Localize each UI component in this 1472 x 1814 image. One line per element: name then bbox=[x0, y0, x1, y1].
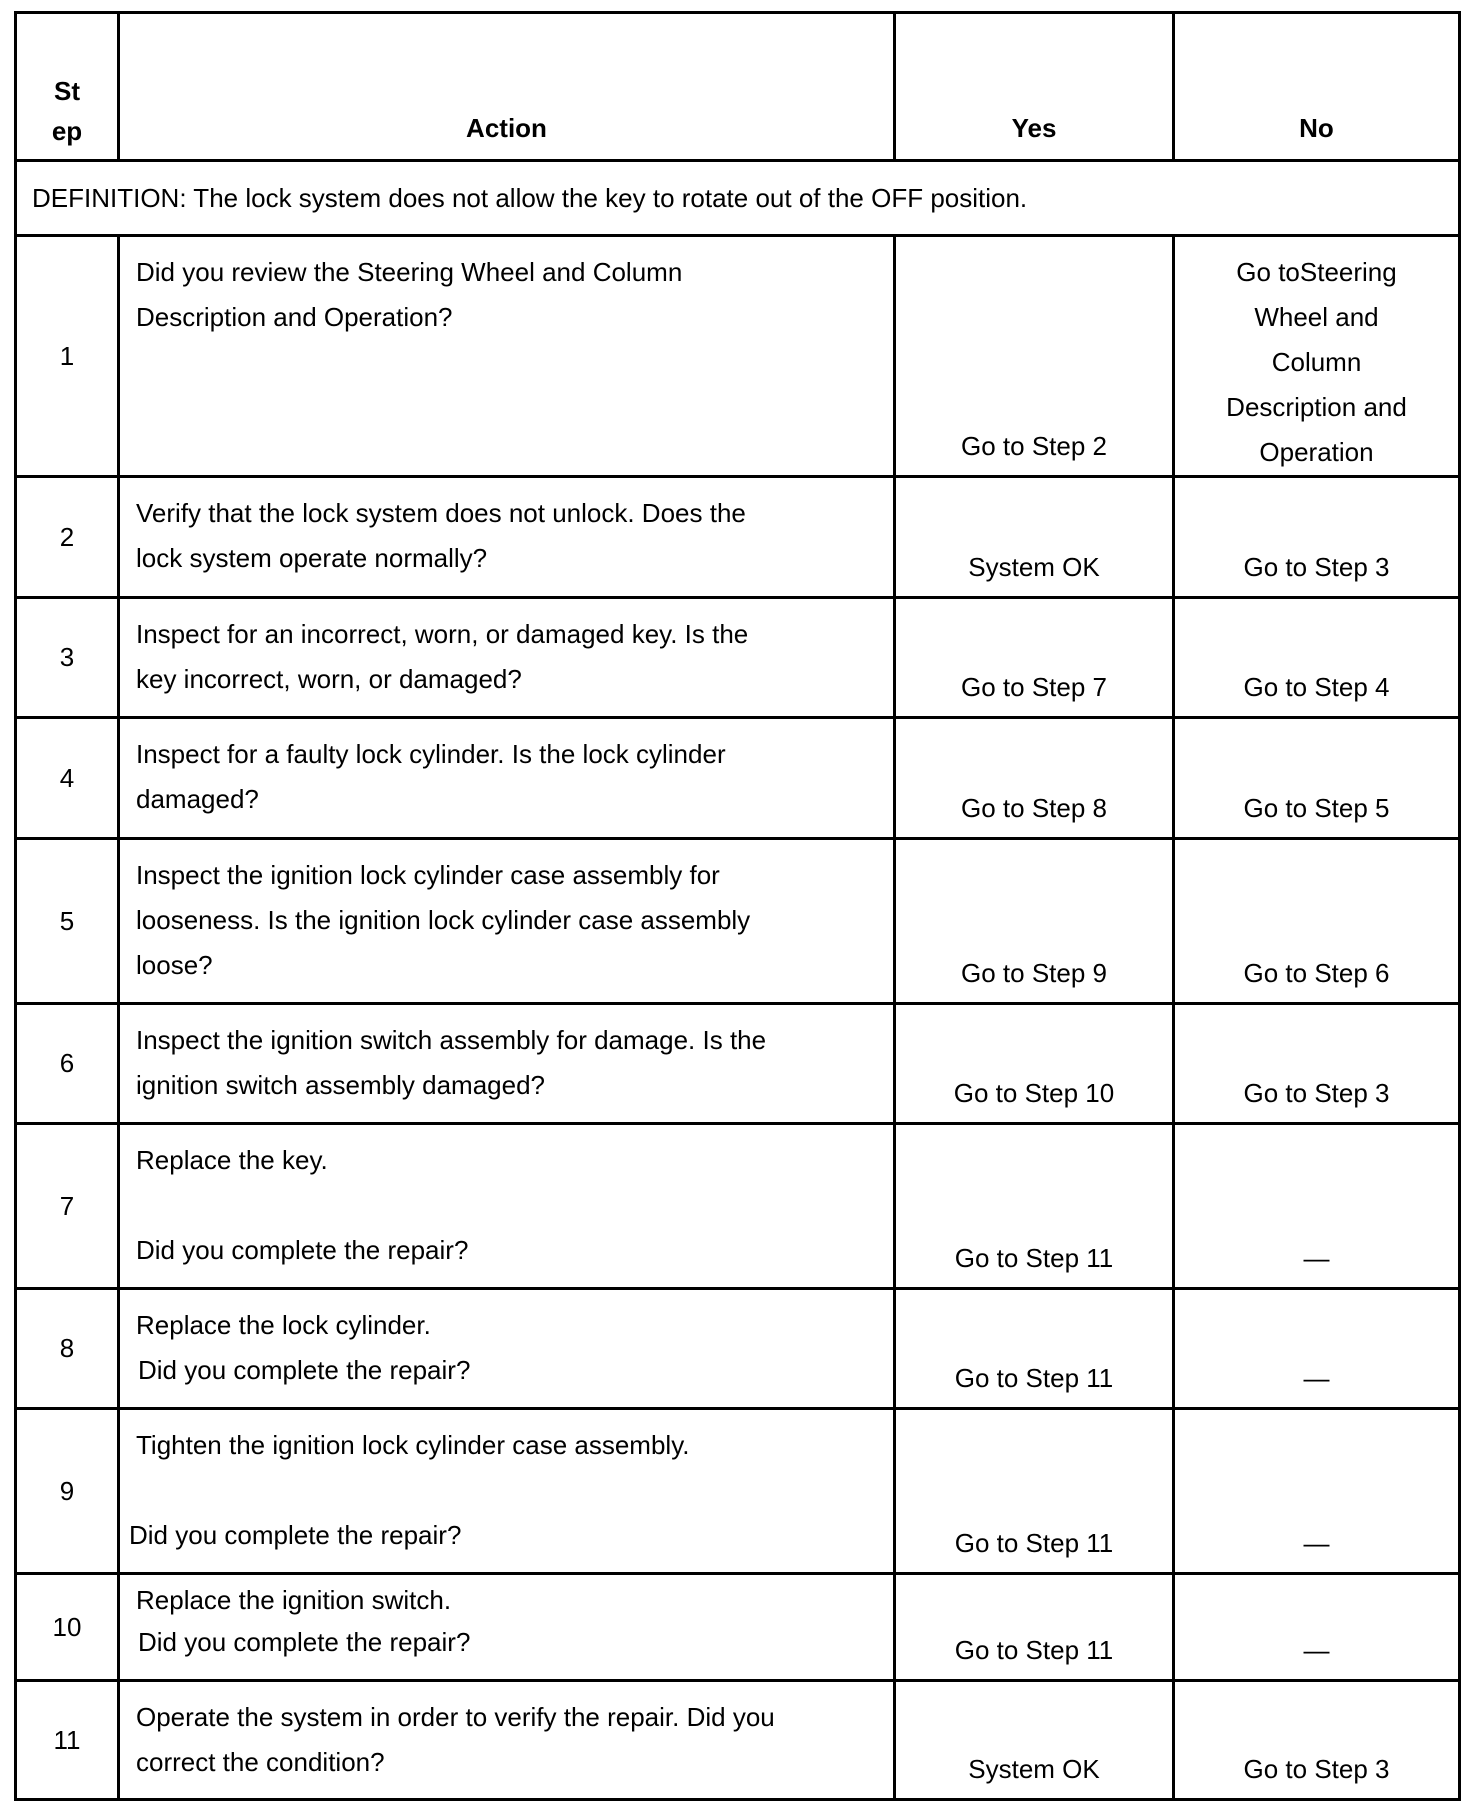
action-line: Description and Operation? bbox=[136, 302, 453, 332]
action-cell bbox=[119, 1004, 895, 1124]
action-line: Inspect for a faulty lock cylinder. Is the lock cylinder bbox=[136, 739, 726, 769]
header-action: Action bbox=[119, 13, 895, 161]
step-number: 6 bbox=[16, 1004, 119, 1124]
action-line: Did you complete the repair? bbox=[138, 1627, 471, 1657]
action-line: key incorrect, worn, or damaged? bbox=[136, 664, 522, 694]
action-line: ignition switch assembly damaged? bbox=[136, 1070, 545, 1100]
no-cell: — bbox=[1174, 1124, 1460, 1289]
action-cell bbox=[119, 718, 895, 839]
yes-cell: Go to Step 2 bbox=[895, 236, 1174, 477]
step-number: 11 bbox=[16, 1681, 119, 1800]
action-line: correct the condition? bbox=[136, 1747, 385, 1777]
definition-row bbox=[16, 161, 1460, 236]
step-number: 3 bbox=[16, 598, 119, 718]
action-cell bbox=[119, 236, 895, 477]
yes-cell: Go to Step 11 bbox=[895, 1124, 1174, 1289]
no-cell: — bbox=[1174, 1574, 1460, 1681]
action-line: loose? bbox=[136, 950, 213, 980]
action-cell bbox=[119, 598, 895, 718]
action-cell bbox=[119, 1409, 895, 1574]
action-line: Did you review the Steering Wheel and Column bbox=[136, 257, 683, 287]
action-cell bbox=[119, 1289, 895, 1409]
action-cell bbox=[119, 1124, 895, 1289]
table-header-row bbox=[16, 13, 1460, 161]
table-row bbox=[16, 1409, 1460, 1574]
no-cell: Go to Step 3 bbox=[1174, 477, 1460, 598]
action-line: Operate the system in order to verify the repair. Did you bbox=[136, 1702, 775, 1732]
no-cell: Go to Step 3 bbox=[1174, 1004, 1460, 1124]
action-line: Replace the key. bbox=[136, 1145, 328, 1175]
action-line: lock system operate normally? bbox=[136, 543, 488, 573]
action-cell bbox=[119, 839, 895, 1004]
no-line: Wheel and bbox=[1254, 302, 1379, 332]
yes-cell: Go to Step 11 bbox=[895, 1409, 1174, 1574]
no-line: Go toSteering bbox=[1236, 257, 1397, 287]
action-line: Replace the lock cylinder. bbox=[136, 1310, 431, 1340]
table-row bbox=[16, 598, 1460, 718]
yes-cell: Go to Step 7 bbox=[895, 598, 1174, 718]
table-row bbox=[16, 236, 1460, 477]
definition-text: DEFINITION: The lock system does not allow the key to rotate out of the OFF position. bbox=[16, 161, 1460, 236]
no-cell: Go to Step 5 bbox=[1174, 718, 1460, 839]
action-line: Did you complete the repair? bbox=[136, 1235, 469, 1265]
action-line: Inspect for an incorrect, worn, or damaged key. Is the bbox=[136, 619, 749, 649]
yes-cell: Go to Step 10 bbox=[895, 1004, 1174, 1124]
no-line: Operation bbox=[1259, 437, 1374, 467]
no-cell: — bbox=[1174, 1409, 1460, 1574]
no-cell: Go to Step 6 bbox=[1174, 839, 1460, 1004]
step-number: 9 bbox=[16, 1409, 119, 1574]
no-line: Column bbox=[1271, 347, 1362, 377]
no-cell: Go to Step 3 bbox=[1174, 1681, 1460, 1800]
diagnostic-table bbox=[14, 11, 1461, 1801]
table-row bbox=[16, 1574, 1460, 1681]
no-line: Description and bbox=[1226, 392, 1407, 422]
yes-cell: Go to Step 8 bbox=[895, 718, 1174, 839]
header-yes: Yes bbox=[895, 13, 1174, 161]
action-line: Did you complete the repair? bbox=[129, 1520, 462, 1550]
header-step-line2: ep bbox=[51, 116, 83, 146]
step-number: 4 bbox=[16, 718, 119, 839]
yes-cell: Go to Step 11 bbox=[895, 1289, 1174, 1409]
no-cell: Go to Step 4 bbox=[1174, 598, 1460, 718]
action-cell bbox=[119, 1681, 895, 1800]
no-cell: — bbox=[1174, 1289, 1460, 1409]
action-cell bbox=[119, 477, 895, 598]
header-no: No bbox=[1174, 13, 1460, 161]
step-number: 2 bbox=[16, 477, 119, 598]
step-number: 5 bbox=[16, 839, 119, 1004]
action-line: Did you complete the repair? bbox=[138, 1355, 471, 1385]
table-row bbox=[16, 1681, 1460, 1800]
table-row bbox=[16, 1124, 1460, 1289]
yes-cell: Go to Step 9 bbox=[895, 839, 1174, 1004]
header-step-line1: St bbox=[54, 76, 80, 106]
action-line: Inspect the ignition switch assembly for damage. Is the bbox=[136, 1025, 767, 1055]
table-row bbox=[16, 477, 1460, 598]
yes-cell: System OK bbox=[895, 1681, 1174, 1800]
table-row bbox=[16, 1004, 1460, 1124]
action-line: Tighten the ignition lock cylinder case assembly. bbox=[136, 1430, 690, 1460]
no-cell bbox=[1174, 236, 1460, 477]
action-line: Replace the ignition switch. bbox=[136, 1585, 452, 1615]
yes-cell: Go to Step 11 bbox=[895, 1574, 1174, 1681]
step-number: 7 bbox=[16, 1124, 119, 1289]
action-line: looseness. Is the ignition lock cylinder case assembly bbox=[136, 905, 751, 935]
table-row bbox=[16, 839, 1460, 1004]
action-line: Inspect the ignition lock cylinder case assembly for bbox=[136, 860, 720, 890]
action-line: Verify that the lock system does not unlock. Does the bbox=[136, 498, 746, 528]
yes-cell: System OK bbox=[895, 477, 1174, 598]
step-number: 8 bbox=[16, 1289, 119, 1409]
step-number: 1 bbox=[16, 236, 119, 477]
action-line: damaged? bbox=[136, 784, 259, 814]
table-row bbox=[16, 718, 1460, 839]
table-row bbox=[16, 1289, 1460, 1409]
step-number: 10 bbox=[16, 1574, 119, 1681]
action-cell bbox=[119, 1574, 895, 1681]
header-step bbox=[16, 13, 119, 161]
